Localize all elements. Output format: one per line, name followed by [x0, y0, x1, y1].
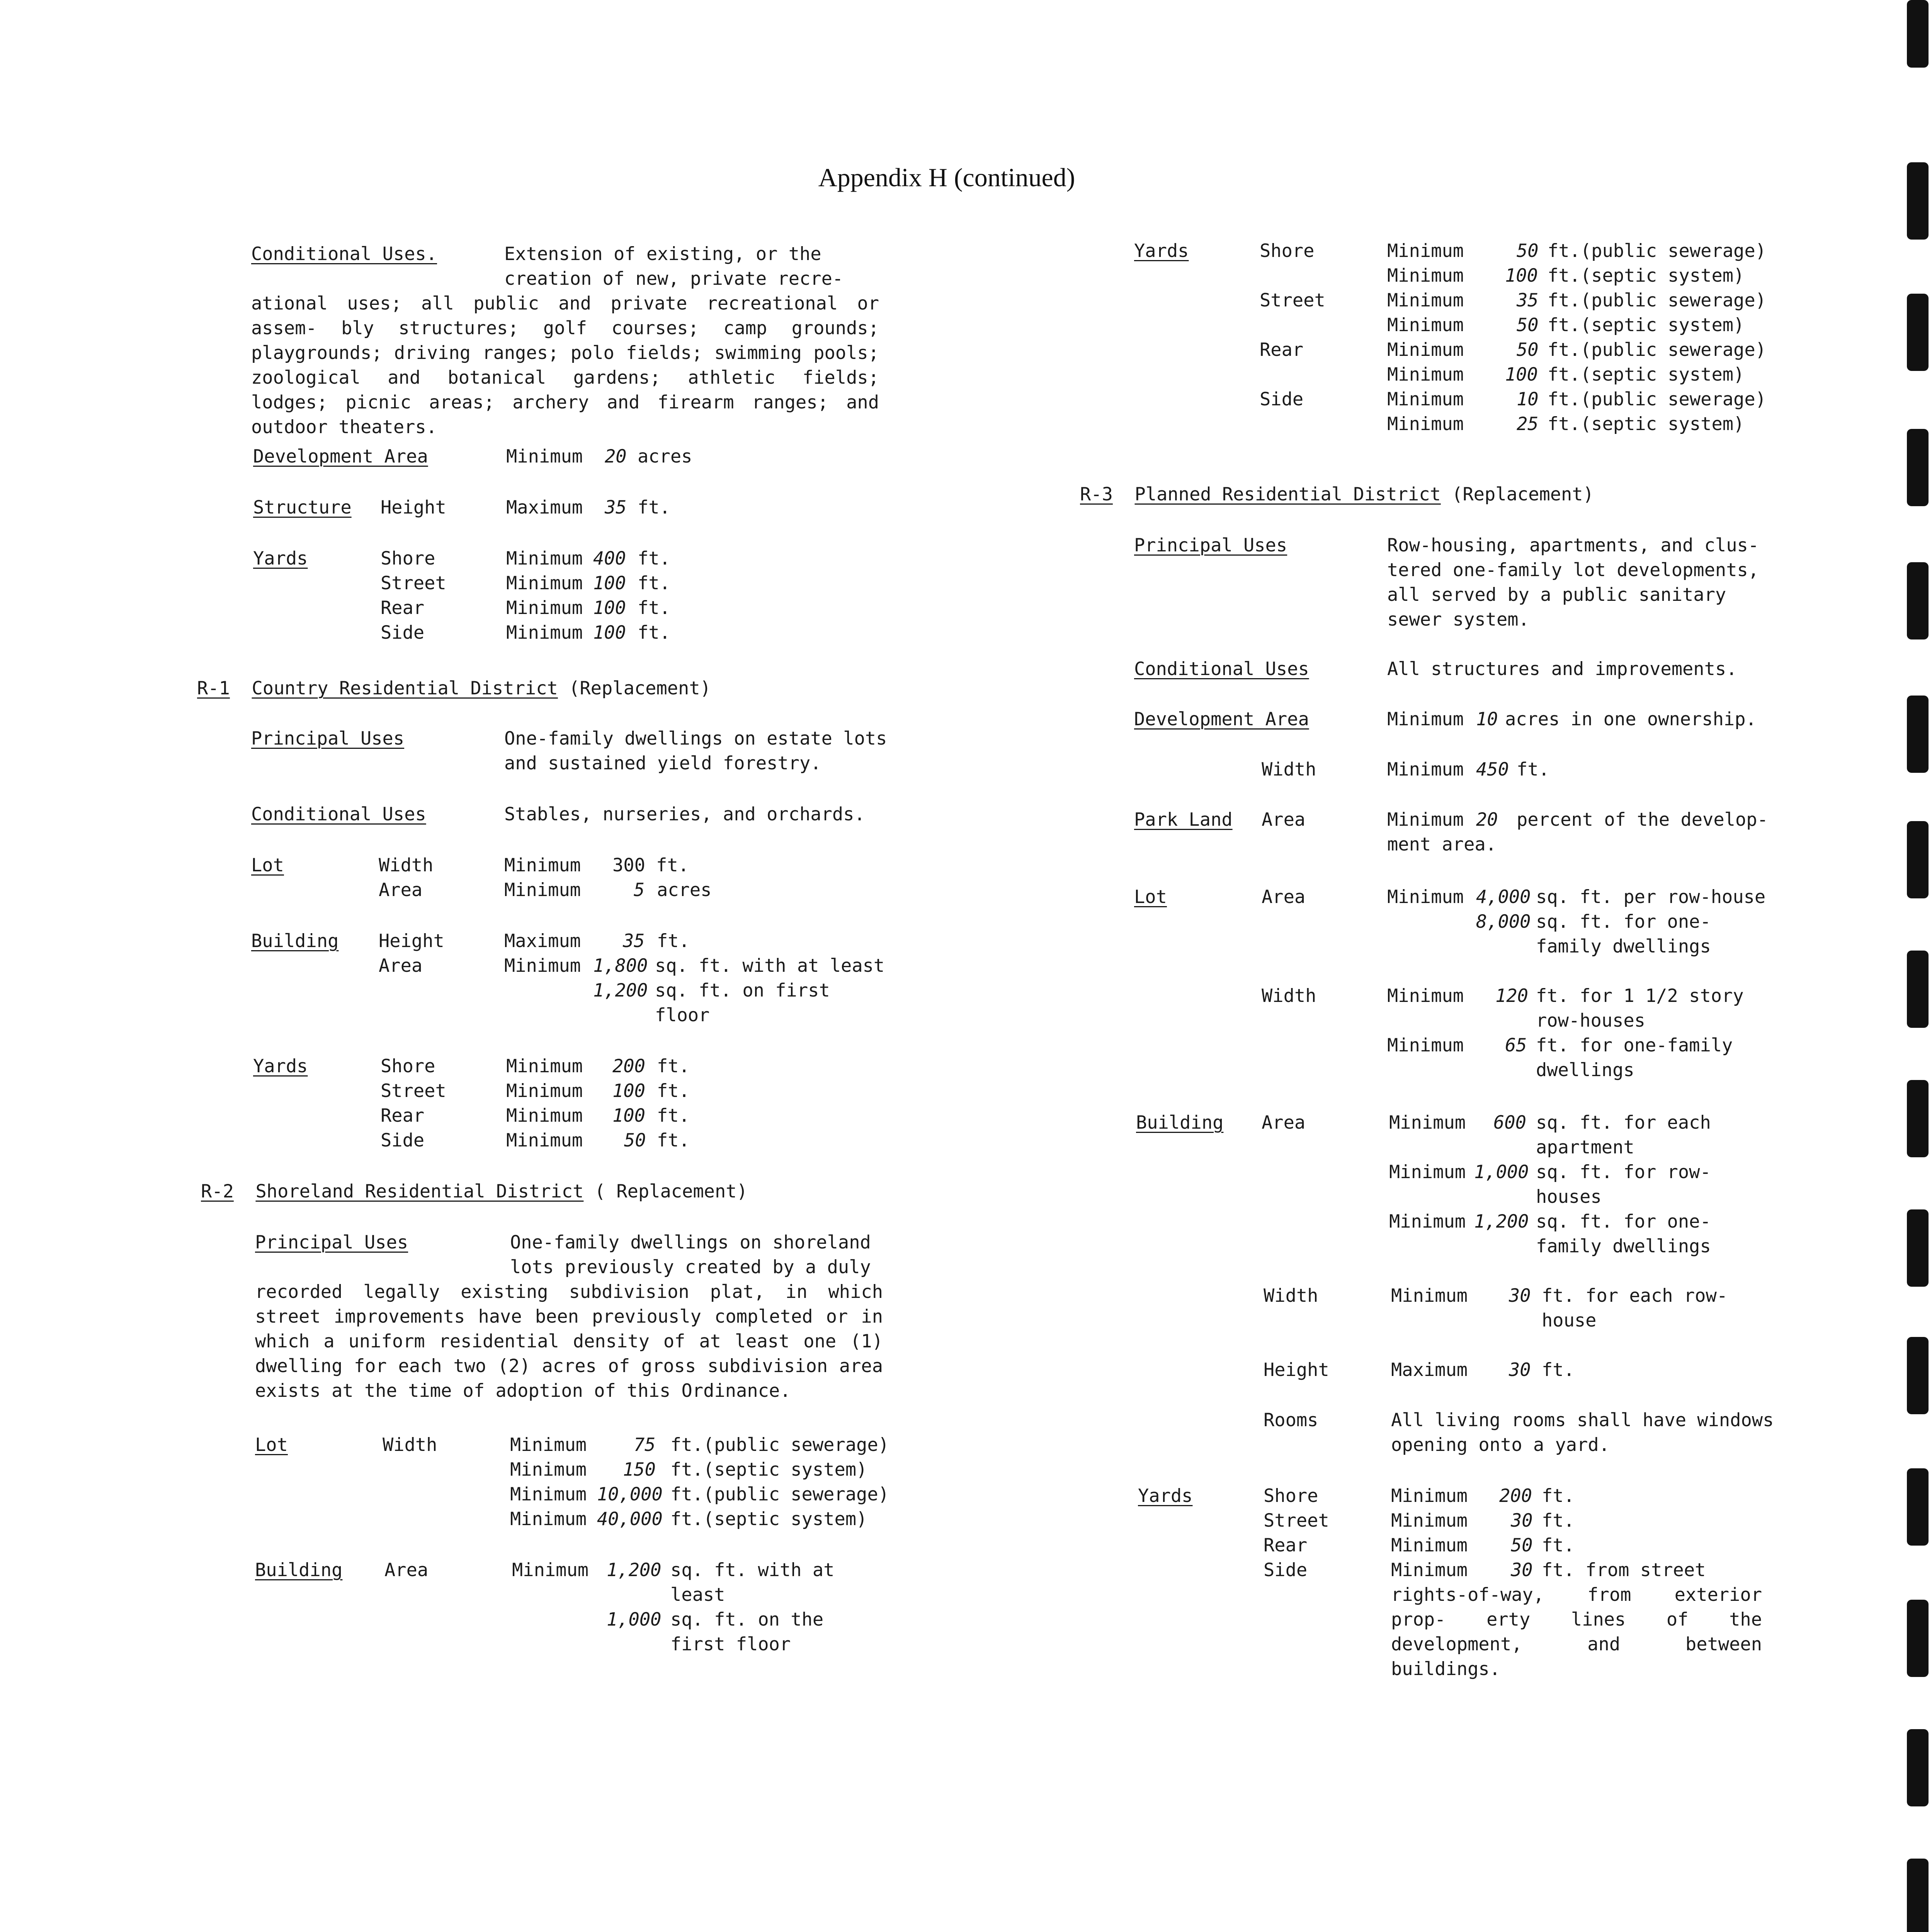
yard-unit: ft. [657, 1056, 690, 1077]
r1-lot-width-min: Minimum [504, 855, 581, 876]
r3-lot-width-min: Minimum [1387, 985, 1464, 1007]
page-title: Appendix H (continued) [818, 163, 1075, 192]
r3-bldg-width-min: Minimum [1391, 1285, 1468, 1306]
r1-yards-label: Yards [253, 1056, 308, 1077]
r2-lot-num: 10,000 [597, 1484, 663, 1505]
r3-dev-num: 10 [1476, 709, 1498, 730]
r3-bldg-area: Area [1262, 1112, 1306, 1133]
r3-park-text: ment area. [1387, 834, 1497, 855]
r3-lot-width-num: 65 [1505, 1035, 1527, 1056]
r3-dev-text: acres in one ownership. [1505, 709, 1757, 730]
r3-bldg-area-num: 1,000 [1474, 1162, 1529, 1183]
structure-label: Structure [253, 497, 352, 518]
yard-num: 100 [1505, 364, 1538, 385]
r2-lot-unit: ft.(public sewerage) [670, 1484, 889, 1505]
r3-bldg-area-text: apartment [1536, 1137, 1634, 1158]
r3-replacement: (Replacement) [1452, 484, 1594, 505]
cond-uses-line1: Extension of existing, or the [504, 243, 821, 265]
yard-num: 50 [1517, 315, 1539, 336]
yard-name: Street [1264, 1510, 1329, 1531]
r3-dev-width-min: Minimum [1387, 759, 1464, 780]
cond-uses-label: Conditional Uses. [251, 243, 437, 265]
yard-name: Shore [1264, 1485, 1318, 1507]
yard-num: 25 [1517, 413, 1539, 435]
yard-name: Side [381, 622, 425, 643]
structure-num: 35 [605, 497, 627, 518]
r3-bldg-area-text: sq. ft. for one- [1536, 1211, 1711, 1232]
r2-lot-unit: ft.(septic system) [670, 1509, 867, 1530]
dev-area-num: 20 [605, 446, 627, 467]
r3-lot-area-num: 8,000 [1476, 911, 1531, 932]
r1-lot-area-unit: acres [657, 879, 712, 901]
binding-bar [1907, 1080, 1929, 1157]
structure-height: Height [381, 497, 446, 518]
r2-bldg-num: 1,200 [607, 1560, 662, 1581]
r1-bldg-area-num: 1,200 [593, 980, 648, 1001]
yard-min: Minimum [1391, 1510, 1468, 1531]
r1-cond-text: Stables, nurseries, and orchards. [504, 804, 865, 825]
yard-unit: ft. [638, 597, 670, 619]
r3-bldg-area-min: Minimum [1389, 1162, 1466, 1183]
dev-area-min: Minimum [506, 446, 583, 467]
r3-park-num: 20 [1476, 809, 1498, 830]
r2-replacement: ( Replacement) [594, 1181, 748, 1202]
r2-lot-unit: ft.(septic system) [670, 1459, 867, 1480]
r2-bldg-text: sq. ft. on the [670, 1609, 824, 1630]
binding-bar [1907, 0, 1929, 68]
binding-bar [1907, 696, 1929, 773]
dev-area-label: Development Area [253, 446, 428, 467]
r3-park-text: percent of the develop- [1517, 809, 1768, 830]
r2-lot-unit: ft.(public sewerage) [670, 1434, 889, 1456]
yard-min: Minimum [1387, 290, 1464, 311]
r1-bldg-area-num: 1,800 [593, 955, 648, 976]
r3-bldg-width-text: house [1542, 1310, 1597, 1331]
yard-min: Minimum [506, 1080, 583, 1102]
binding-bar [1907, 1468, 1929, 1546]
r3-lot-area: Area [1262, 886, 1306, 908]
r1-bldg-height-unit: ft. [657, 930, 690, 952]
r3-lot-width: Width [1262, 985, 1316, 1007]
r2-code: R-2 [201, 1181, 234, 1202]
yard-name: Shore [1260, 240, 1315, 262]
r3-principal-label: Principal Uses [1134, 535, 1287, 556]
r2-bldg-text: sq. ft. with at [670, 1560, 835, 1581]
r2-bldg-num: 1,000 [607, 1609, 662, 1630]
yard-unit: ft.(public sewerage) [1548, 339, 1766, 361]
r3-heading [1080, 482, 1594, 507]
r3-bldg-area-min: Minimum [1389, 1211, 1466, 1232]
r3-lot-area-text: family dwellings [1536, 936, 1711, 957]
yard-min: Minimum [1391, 1485, 1468, 1507]
yard-min: Minimum [506, 548, 583, 569]
binding-bar [1907, 294, 1929, 371]
binding-bar [1907, 821, 1929, 898]
yard-name: Street [381, 1080, 446, 1102]
r3-park-area: Area [1262, 809, 1306, 830]
r2-lot-label: Lot [255, 1434, 288, 1456]
r3-dev-width: Width [1262, 759, 1316, 780]
yard-name: Rear [1260, 339, 1304, 361]
r1-bldg-area-text: floor [655, 1005, 710, 1026]
r3-rooms: Rooms [1264, 1410, 1318, 1431]
r3-dev-width-unit: ft. [1517, 759, 1549, 780]
r3-bldg-width-num: 30 [1509, 1285, 1531, 1306]
r1-replacement: (Replacement) [569, 678, 711, 699]
r1-lot-width-val: 300 ft. [612, 855, 689, 876]
structure-unit: ft. [638, 497, 670, 518]
yard-min: Minimum [506, 1130, 583, 1151]
yard-unit: ft. [1542, 1535, 1575, 1556]
r2-bldg-label: Building [255, 1560, 343, 1581]
r2-lot-width: Width [383, 1434, 437, 1456]
r1-bldg-area: Area [379, 955, 423, 976]
r3-bldg-label: Building [1136, 1112, 1224, 1133]
yard-name: Street [381, 573, 446, 594]
r3-lot-width-text: ft. for one-family [1536, 1035, 1733, 1056]
yard-min: Minimum [506, 1105, 583, 1126]
yard-unit: ft. [1542, 1485, 1575, 1507]
structure-max: Maximum [506, 497, 583, 518]
r2-principal-line: lots previously created by a duly [510, 1257, 871, 1278]
r3-principal-line: sewer system. [1387, 609, 1529, 630]
r2-bldg-min: Minimum [512, 1560, 589, 1581]
binding-strip [1907, 0, 1932, 1932]
yard-name: Shore [381, 548, 435, 569]
yard-unit: ft.(public sewerage) [1548, 290, 1766, 311]
r2-lot-min: Minimum [510, 1484, 587, 1505]
r1-lot-label: Lot [251, 855, 284, 876]
r3-lot-width-text: dwellings [1536, 1060, 1634, 1081]
binding-bar [1907, 1859, 1929, 1932]
r3-bldg-area-min: Minimum [1389, 1112, 1466, 1133]
r3-park-min: Minimum [1387, 809, 1464, 830]
r3-yards-label: Yards [1138, 1485, 1193, 1507]
yard-unit: ft. [1542, 1510, 1575, 1531]
yard-name: Side [1264, 1560, 1308, 1581]
r3-bldg-area-num: 1,200 [1474, 1211, 1529, 1232]
r2-lot-min: Minimum [510, 1459, 587, 1480]
r3-cond-label: Conditional Uses [1134, 658, 1309, 680]
r1-lot-area-min: Minimum [504, 879, 581, 901]
dev-area-unit: acres [638, 446, 692, 467]
yard-num: 200 [1499, 1485, 1532, 1507]
r3-lot-width-min: Minimum [1387, 1035, 1464, 1056]
yard-num: 100 [593, 597, 626, 619]
r3-bldg-height: Height [1264, 1359, 1329, 1381]
yard-unit: ft.(septic system) [1548, 265, 1745, 286]
r3-park-label: Park Land [1134, 809, 1233, 830]
yard-name: Street [1260, 290, 1325, 311]
yard-num: 50 [624, 1130, 646, 1151]
r3-bldg-area-text: family dwellings [1536, 1236, 1711, 1257]
yard-name: Rear [1264, 1535, 1308, 1556]
right-yards-label: Yards [1134, 240, 1189, 262]
yard-min: Minimum [1391, 1560, 1468, 1581]
r1-lot-area: Area [379, 879, 423, 901]
r3-dev-width-num: 450 [1476, 759, 1509, 780]
r3-lot-area-text: sq. ft. for one- [1536, 911, 1711, 932]
r3-bldg-height-unit: ft. [1542, 1359, 1575, 1381]
r1-principal-line: One-family dwellings on estate lots [504, 728, 887, 749]
yard-unit: ft. [657, 1080, 690, 1102]
yard-unit: ft. [638, 573, 670, 594]
binding-bar [1907, 1209, 1929, 1287]
r3-name: Planned Residential District [1134, 484, 1441, 505]
r2-bldg-text: first floor [670, 1634, 791, 1655]
r3-lot-width-text: row-houses [1536, 1010, 1645, 1031]
r1-code: R-1 [197, 678, 230, 699]
yard-unit: ft. [638, 548, 670, 569]
r1-bldg-label: Building [251, 930, 339, 952]
r2-lot-num: 150 [623, 1459, 656, 1480]
r3-bldg-width-text: ft. for each row- [1542, 1285, 1728, 1306]
r3-rooms-text: All living rooms shall have windows [1391, 1410, 1774, 1431]
yard-name: Side [381, 1130, 425, 1151]
r3-bldg-area-num: 600 [1493, 1112, 1526, 1133]
yard-unit: ft.(public sewerage) [1548, 389, 1766, 410]
yard-unit: ft.(septic system) [1548, 364, 1745, 385]
r2-lot-min: Minimum [510, 1434, 587, 1456]
yard-min: Minimum [506, 1056, 583, 1077]
r2-name: Shoreland Residential District [255, 1181, 584, 1202]
binding-bar [1907, 562, 1929, 639]
r1-bldg-height-num: 35 [623, 930, 645, 952]
yard-num: 100 [593, 622, 626, 643]
r2-bldg-text: least [670, 1584, 725, 1605]
cond-uses-line2: creation of new, private recre- [504, 268, 844, 289]
r1-heading [197, 676, 711, 701]
yard-unit: ft. [638, 622, 670, 643]
r2-principal-text: recorded legally existing subdivision plat, in which street improvements have been previously completed or in which a uniform residential density of at least one (1) dwelling for each two (2) acres of gross subdivision area exists at the time of adoption of this Ordinance. [255, 1281, 883, 1401]
binding-bar [1907, 162, 1929, 240]
yard-min: Minimum [1387, 240, 1464, 262]
yard-unit: ft. [657, 1130, 690, 1151]
r2-lot-num: 75 [634, 1434, 656, 1456]
yard-num: 50 [1511, 1535, 1533, 1556]
yard-num: 100 [1505, 265, 1538, 286]
r3-lot-width-num: 120 [1495, 985, 1528, 1007]
yard-unit: ft.(septic system) [1548, 315, 1745, 336]
binding-bar [1907, 1600, 1929, 1677]
yard-min: Minimum [1391, 1535, 1468, 1556]
r1-bldg-area-text: sq. ft. on first [655, 980, 830, 1001]
r1-bldg-height-max: Maximum [504, 930, 581, 952]
yard-name: Rear [381, 597, 425, 619]
yard-num: 200 [612, 1056, 645, 1077]
r1-principal-line: and sustained yield forestry. [504, 753, 821, 774]
r3-dev-label: Development Area [1134, 709, 1309, 730]
r3-cond-text: All structures and improvements. [1387, 658, 1737, 680]
r1-bldg-height: Height [379, 930, 444, 952]
r3-lot-area-num: 4,000 [1476, 886, 1531, 908]
yard-num: 100 [612, 1105, 645, 1126]
r3-lot-area-text: sq. ft. per row-house [1536, 886, 1766, 908]
yard-num: 50 [1517, 339, 1539, 361]
yard-num: 35 [1517, 290, 1539, 311]
r3-bldg-area-text: houses [1536, 1186, 1602, 1208]
r3-bldg-height-max: Maximum [1391, 1359, 1468, 1381]
binding-bar [1907, 1729, 1929, 1806]
yard-num: 100 [593, 573, 626, 594]
r3-principal-line: all served by a public sanitary [1387, 584, 1726, 605]
r3-lot-label: Lot [1134, 886, 1167, 908]
yard-num: 30 [1511, 1510, 1533, 1531]
binding-bar [1907, 1337, 1929, 1414]
yard-name: Shore [381, 1056, 435, 1077]
binding-bar [1907, 429, 1929, 506]
yard-num: 50 [1517, 240, 1539, 262]
binding-bar [1907, 951, 1929, 1028]
r1-principal-label: Principal Uses [251, 728, 405, 749]
yard-min: Minimum [1387, 413, 1464, 435]
r3-code: R-3 [1080, 484, 1113, 505]
r3-lot-width-text: ft. for 1 1/2 story [1536, 985, 1744, 1007]
yard-num: 30 [1511, 1560, 1533, 1581]
yard-min: Minimum [1387, 339, 1464, 361]
yard-unit: ft.(septic system) [1548, 413, 1745, 435]
r2-principal-label: Principal Uses [255, 1232, 408, 1253]
yard-num: 400 [593, 548, 626, 569]
r1-lot-area-num: 5 [634, 879, 645, 901]
r1-bldg-area-text: sq. ft. with at least [655, 955, 885, 976]
r3-bldg-width: Width [1264, 1285, 1318, 1306]
yard-unit: ft. [657, 1105, 690, 1126]
r3-rooms-text: opening onto a yard. [1391, 1434, 1610, 1456]
r1-bldg-area-min: Minimum [504, 955, 581, 976]
yard-num: 10 [1517, 389, 1539, 410]
r3-principal-line: tered one-family lot developments, [1387, 560, 1759, 581]
r2-bldg-area: Area [384, 1560, 429, 1581]
r2-principal-line: One-family dwellings on shoreland [510, 1232, 871, 1253]
yards-label: Yards [253, 548, 308, 569]
yard-min: Minimum [506, 597, 583, 619]
r3-side-yard-text: rights-of-way, from exterior prop- erty lines of the development, and between buildings. [1391, 1584, 1762, 1680]
r1-lot-width: Width [379, 855, 434, 876]
r3-lot-area-min: Minimum [1387, 886, 1464, 908]
r2-lot-num: 40,000 [597, 1509, 663, 1530]
yard-min: Minimum [1387, 315, 1464, 336]
r1-name: Country Residential District [252, 678, 558, 699]
r2-heading [201, 1179, 748, 1204]
yard-unit: ft.(public sewerage) [1548, 240, 1766, 262]
yard-min: Minimum [1387, 389, 1464, 410]
yard-num: 100 [612, 1080, 645, 1102]
yard-name: Side [1260, 389, 1304, 410]
yard-min: Minimum [1387, 364, 1464, 385]
yard-unit: ft. from street [1542, 1560, 1706, 1581]
r3-principal-line: Row-housing, apartments, and clus- [1387, 535, 1759, 556]
yard-min: Minimum [506, 622, 583, 643]
r3-bldg-height-num: 30 [1509, 1359, 1531, 1381]
yard-name: Rear [381, 1105, 425, 1126]
r2-lot-min: Minimum [510, 1509, 587, 1530]
r3-dev-min: Minimum [1387, 709, 1464, 730]
r3-bldg-area-text: sq. ft. for each [1536, 1112, 1711, 1133]
yard-min: Minimum [506, 573, 583, 594]
cond-uses-text: ational uses; all public and private recreational or assem- bly structures; golf courses; camp grounds; playgrounds; driving ranges; polo fields; swimming pools; zoological and botanical gardens; athletic fields; lodges; picnic areas; archery and firearm ranges; and outdoor theaters. [251, 293, 879, 438]
r3-bldg-area-text: sq. ft. for row- [1536, 1162, 1711, 1183]
yard-min: Minimum [1387, 265, 1464, 286]
r1-cond-label: Conditional Uses [251, 804, 426, 825]
